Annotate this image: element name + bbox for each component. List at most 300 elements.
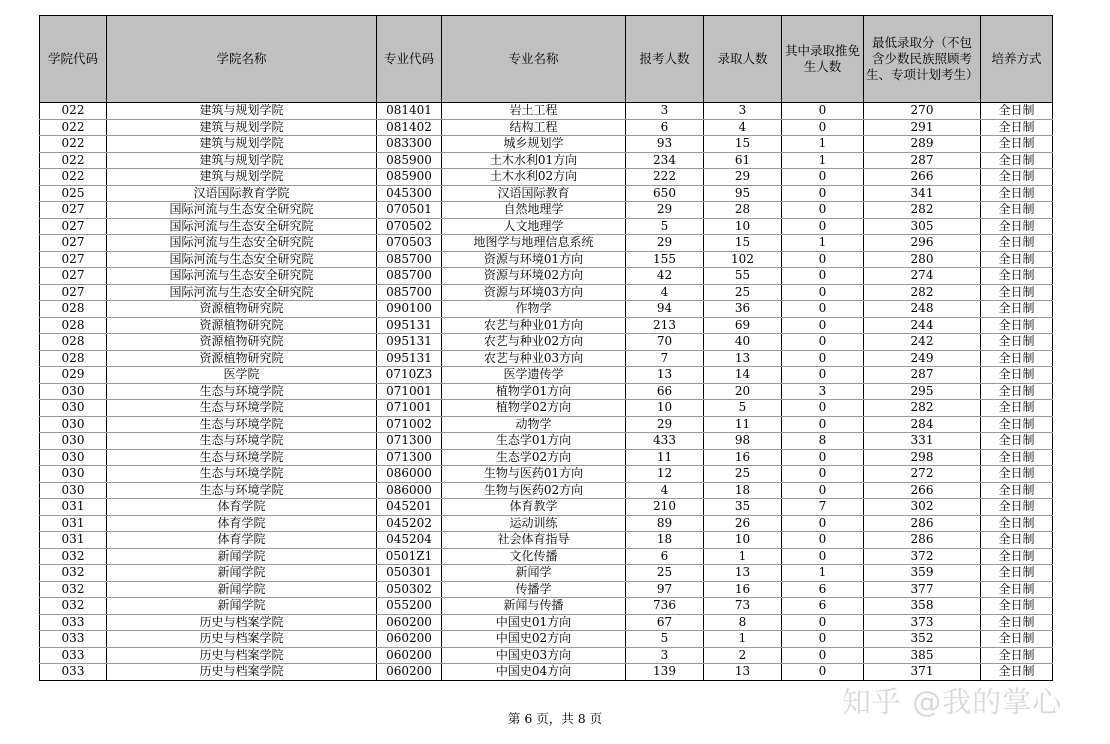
table-row xyxy=(40,581,1053,598)
cell-min-score: 272 xyxy=(864,466,981,483)
cell-major-name: 农艺与种业01方向 xyxy=(442,317,626,334)
cell-college-code: 030 xyxy=(40,482,107,499)
cell-recommended: 0 xyxy=(782,218,864,235)
cell-recommended: 0 xyxy=(782,103,864,120)
table-row xyxy=(40,565,1053,582)
cell-min-score: 270 xyxy=(864,103,981,120)
cell-admitted: 25 xyxy=(704,466,782,483)
table-row xyxy=(40,119,1053,136)
cell-major-name: 汉语国际教育 xyxy=(442,185,626,202)
cell-college-name: 国际河流与生态安全研究院 xyxy=(107,251,377,268)
cell-college-name: 新闻学院 xyxy=(107,581,377,598)
table-row xyxy=(40,449,1053,466)
table-row xyxy=(40,433,1053,450)
cell-study-mode: 全日制 xyxy=(981,317,1053,334)
cell-college-name: 生态与环境学院 xyxy=(107,416,377,433)
table-body xyxy=(40,103,1053,681)
cell-college-name: 体育学院 xyxy=(107,515,377,532)
cell-college-name: 汉语国际教育学院 xyxy=(107,185,377,202)
cell-major-code: 070501 xyxy=(377,202,442,219)
cell-major-name: 生物与医药02方向 xyxy=(442,482,626,499)
cell-major-name: 新闻学 xyxy=(442,565,626,582)
cell-study-mode: 全日制 xyxy=(981,136,1053,153)
cell-admitted: 13 xyxy=(704,664,782,681)
cell-recommended: 0 xyxy=(782,119,864,136)
cell-major-code: 071300 xyxy=(377,449,442,466)
cell-min-score: 289 xyxy=(864,136,981,153)
cell-applicants: 7 xyxy=(626,350,704,367)
cell-min-score: 244 xyxy=(864,317,981,334)
cell-college-name: 建筑与规划学院 xyxy=(107,119,377,136)
cell-admitted: 98 xyxy=(704,433,782,450)
cell-major-name: 农艺与种业03方向 xyxy=(442,350,626,367)
table-row xyxy=(40,334,1053,351)
cell-min-score: 295 xyxy=(864,383,981,400)
cell-college-name: 建筑与规划学院 xyxy=(107,136,377,153)
cell-recommended: 7 xyxy=(782,499,864,516)
cell-major-code: 085700 xyxy=(377,251,442,268)
cell-college-code: 031 xyxy=(40,499,107,516)
cell-college-name: 生态与环境学院 xyxy=(107,433,377,450)
cell-study-mode: 全日制 xyxy=(981,218,1053,235)
cell-admitted: 11 xyxy=(704,416,782,433)
table-row xyxy=(40,152,1053,169)
cell-major-name: 自然地理学 xyxy=(442,202,626,219)
cell-admitted: 1 xyxy=(704,631,782,648)
cell-college-name: 新闻学院 xyxy=(107,565,377,582)
cell-recommended: 0 xyxy=(782,449,864,466)
cell-study-mode: 全日制 xyxy=(981,152,1053,169)
cell-college-name: 历史与档案学院 xyxy=(107,647,377,664)
cell-major-code: 085900 xyxy=(377,169,442,186)
cell-study-mode: 全日制 xyxy=(981,251,1053,268)
cell-college-code: 027 xyxy=(40,235,107,252)
cell-study-mode: 全日制 xyxy=(981,466,1053,483)
cell-study-mode: 全日制 xyxy=(981,631,1053,648)
cell-recommended: 0 xyxy=(782,301,864,318)
cell-recommended: 0 xyxy=(782,268,864,285)
cell-min-score: 373 xyxy=(864,614,981,631)
cell-college-code: 022 xyxy=(40,169,107,186)
cell-min-score: 352 xyxy=(864,631,981,648)
cell-admitted: 3 xyxy=(704,103,782,120)
table-row xyxy=(40,367,1053,384)
cell-min-score: 266 xyxy=(864,169,981,186)
cell-applicants: 736 xyxy=(626,598,704,615)
cell-study-mode: 全日制 xyxy=(981,515,1053,532)
cell-admitted: 73 xyxy=(704,598,782,615)
cell-major-code: 086000 xyxy=(377,482,442,499)
cell-college-code: 031 xyxy=(40,515,107,532)
cell-recommended: 0 xyxy=(782,664,864,681)
cell-study-mode: 全日制 xyxy=(981,202,1053,219)
cell-major-name: 资源与环境02方向 xyxy=(442,268,626,285)
cell-college-code: 028 xyxy=(40,334,107,351)
cell-study-mode: 全日制 xyxy=(981,614,1053,631)
cell-study-mode: 全日制 xyxy=(981,169,1053,186)
header-college-name: 学院名称 xyxy=(107,16,377,103)
cell-applicants: 97 xyxy=(626,581,704,598)
cell-college-name: 国际河流与生态安全研究院 xyxy=(107,284,377,301)
cell-recommended: 0 xyxy=(782,482,864,499)
cell-major-code: 085700 xyxy=(377,284,442,301)
cell-admitted: 10 xyxy=(704,218,782,235)
cell-min-score: 377 xyxy=(864,581,981,598)
cell-admitted: 14 xyxy=(704,367,782,384)
cell-major-code: 045204 xyxy=(377,532,442,549)
cell-major-code: 045202 xyxy=(377,515,442,532)
table-row xyxy=(40,614,1053,631)
cell-college-name: 生态与环境学院 xyxy=(107,449,377,466)
table-row xyxy=(40,664,1053,681)
cell-major-name: 生态学02方向 xyxy=(442,449,626,466)
cell-admitted: 26 xyxy=(704,515,782,532)
table-row xyxy=(40,416,1053,433)
cell-recommended: 0 xyxy=(782,251,864,268)
cell-applicants: 650 xyxy=(626,185,704,202)
cell-recommended: 1 xyxy=(782,136,864,153)
cell-study-mode: 全日制 xyxy=(981,301,1053,318)
cell-min-score: 282 xyxy=(864,202,981,219)
cell-applicants: 4 xyxy=(626,482,704,499)
cell-recommended: 0 xyxy=(782,416,864,433)
cell-admitted: 10 xyxy=(704,532,782,549)
cell-study-mode: 全日制 xyxy=(981,383,1053,400)
cell-recommended: 0 xyxy=(782,548,864,565)
cell-admitted: 40 xyxy=(704,334,782,351)
cell-applicants: 6 xyxy=(626,548,704,565)
table-row xyxy=(40,268,1053,285)
cell-study-mode: 全日制 xyxy=(981,334,1053,351)
cell-applicants: 93 xyxy=(626,136,704,153)
table-row xyxy=(40,400,1053,417)
cell-applicants: 13 xyxy=(626,367,704,384)
cell-applicants: 42 xyxy=(626,268,704,285)
cell-recommended: 0 xyxy=(782,284,864,301)
table-row xyxy=(40,383,1053,400)
cell-min-score: 305 xyxy=(864,218,981,235)
cell-min-score: 248 xyxy=(864,301,981,318)
header-major-code: 专业代码 xyxy=(377,16,442,103)
cell-college-code: 028 xyxy=(40,317,107,334)
cell-applicants: 5 xyxy=(626,631,704,648)
cell-recommended: 0 xyxy=(782,515,864,532)
cell-college-code: 031 xyxy=(40,532,107,549)
cell-major-code: 090100 xyxy=(377,301,442,318)
cell-study-mode: 全日制 xyxy=(981,235,1053,252)
cell-college-code: 032 xyxy=(40,581,107,598)
cell-college-code: 028 xyxy=(40,301,107,318)
cell-study-mode: 全日制 xyxy=(981,268,1053,285)
cell-applicants: 155 xyxy=(626,251,704,268)
cell-college-name: 体育学院 xyxy=(107,499,377,516)
header-college-code: 学院代码 xyxy=(40,16,107,103)
cell-major-code: 060200 xyxy=(377,631,442,648)
cell-applicants: 210 xyxy=(626,499,704,516)
cell-college-code: 030 xyxy=(40,383,107,400)
cell-recommended: 3 xyxy=(782,383,864,400)
cell-applicants: 139 xyxy=(626,664,704,681)
cell-college-code: 027 xyxy=(40,202,107,219)
cell-major-name: 农艺与种业02方向 xyxy=(442,334,626,351)
cell-college-code: 030 xyxy=(40,433,107,450)
table-row xyxy=(40,103,1053,120)
cell-admitted: 102 xyxy=(704,251,782,268)
cell-study-mode: 全日制 xyxy=(981,350,1053,367)
table-row xyxy=(40,515,1053,532)
table-row xyxy=(40,136,1053,153)
cell-study-mode: 全日制 xyxy=(981,400,1053,417)
cell-admitted: 29 xyxy=(704,169,782,186)
cell-major-name: 新闻与传播 xyxy=(442,598,626,615)
cell-major-code: 045201 xyxy=(377,499,442,516)
cell-study-mode: 全日制 xyxy=(981,185,1053,202)
cell-major-code: 071001 xyxy=(377,400,442,417)
cell-applicants: 11 xyxy=(626,449,704,466)
cell-major-name: 中国史03方向 xyxy=(442,647,626,664)
cell-major-code: 083300 xyxy=(377,136,442,153)
cell-study-mode: 全日制 xyxy=(981,449,1053,466)
cell-recommended: 0 xyxy=(782,532,864,549)
cell-major-name: 动物学 xyxy=(442,416,626,433)
cell-major-code: 070502 xyxy=(377,218,442,235)
cell-study-mode: 全日制 xyxy=(981,103,1053,120)
table-row xyxy=(40,284,1053,301)
cell-recommended: 0 xyxy=(782,614,864,631)
cell-admitted: 15 xyxy=(704,235,782,252)
cell-applicants: 6 xyxy=(626,119,704,136)
cell-study-mode: 全日制 xyxy=(981,119,1053,136)
cell-college-name: 历史与档案学院 xyxy=(107,631,377,648)
cell-min-score: 287 xyxy=(864,367,981,384)
header-min-score: 最低录取分（不包含少数民族照顾考生、专项计划考生） xyxy=(864,16,981,103)
cell-college-code: 033 xyxy=(40,664,107,681)
cell-college-name: 资源植物研究院 xyxy=(107,317,377,334)
cell-study-mode: 全日制 xyxy=(981,482,1053,499)
header-study-mode: 培养方式 xyxy=(981,16,1053,103)
cell-admitted: 4 xyxy=(704,119,782,136)
cell-college-name: 历史与档案学院 xyxy=(107,614,377,631)
cell-major-code: 071002 xyxy=(377,416,442,433)
cell-study-mode: 全日制 xyxy=(981,598,1053,615)
page-footer: 第 6 页，共 8 页 xyxy=(507,711,603,726)
cell-admitted: 1 xyxy=(704,548,782,565)
cell-recommended: 0 xyxy=(782,400,864,417)
cell-major-code: 095131 xyxy=(377,317,442,334)
table-row xyxy=(40,185,1053,202)
cell-college-code: 030 xyxy=(40,466,107,483)
cell-major-name: 作物学 xyxy=(442,301,626,318)
cell-major-name: 社会体育指导 xyxy=(442,532,626,549)
cell-min-score: 282 xyxy=(864,400,981,417)
cell-major-name: 资源与环境01方向 xyxy=(442,251,626,268)
cell-college-code: 022 xyxy=(40,119,107,136)
header-admitted: 录取人数 xyxy=(704,16,782,103)
cell-study-mode: 全日制 xyxy=(981,433,1053,450)
cell-major-code: 071300 xyxy=(377,433,442,450)
cell-college-code: 022 xyxy=(40,103,107,120)
cell-min-score: 274 xyxy=(864,268,981,285)
cell-min-score: 341 xyxy=(864,185,981,202)
cell-college-code: 033 xyxy=(40,647,107,664)
cell-recommended: 0 xyxy=(782,631,864,648)
header-applicants: 报考人数 xyxy=(626,16,704,103)
cell-min-score: 286 xyxy=(864,532,981,549)
cell-major-code: 045300 xyxy=(377,185,442,202)
cell-major-code: 060200 xyxy=(377,614,442,631)
cell-major-name: 中国史01方向 xyxy=(442,614,626,631)
cell-major-code: 055200 xyxy=(377,598,442,615)
cell-major-name: 城乡规划学 xyxy=(442,136,626,153)
cell-major-code: 085700 xyxy=(377,268,442,285)
cell-recommended: 0 xyxy=(782,350,864,367)
cell-major-name: 结构工程 xyxy=(442,119,626,136)
table-row xyxy=(40,647,1053,664)
cell-applicants: 29 xyxy=(626,202,704,219)
cell-admitted: 25 xyxy=(704,284,782,301)
cell-major-code: 095131 xyxy=(377,334,442,351)
cell-admitted: 5 xyxy=(704,400,782,417)
cell-admitted: 18 xyxy=(704,482,782,499)
cell-study-mode: 全日制 xyxy=(981,565,1053,582)
cell-min-score: 385 xyxy=(864,647,981,664)
cell-college-code: 027 xyxy=(40,218,107,235)
cell-admitted: 55 xyxy=(704,268,782,285)
cell-major-name: 生物与医药01方向 xyxy=(442,466,626,483)
cell-major-name: 体育教学 xyxy=(442,499,626,516)
cell-study-mode: 全日制 xyxy=(981,647,1053,664)
cell-college-name: 新闻学院 xyxy=(107,548,377,565)
cell-min-score: 358 xyxy=(864,598,981,615)
cell-college-name: 体育学院 xyxy=(107,532,377,549)
table-row xyxy=(40,350,1053,367)
table-header-row xyxy=(40,16,1053,103)
cell-recommended: 6 xyxy=(782,598,864,615)
cell-college-code: 025 xyxy=(40,185,107,202)
cell-admitted: 16 xyxy=(704,581,782,598)
cell-college-code: 030 xyxy=(40,449,107,466)
cell-min-score: 280 xyxy=(864,251,981,268)
cell-applicants: 89 xyxy=(626,515,704,532)
cell-major-name: 医学遗传学 xyxy=(442,367,626,384)
cell-study-mode: 全日制 xyxy=(981,664,1053,681)
cell-recommended: 0 xyxy=(782,185,864,202)
cell-college-name: 建筑与规划学院 xyxy=(107,152,377,169)
table-row xyxy=(40,317,1053,334)
cell-recommended: 0 xyxy=(782,334,864,351)
cell-college-name: 生态与环境学院 xyxy=(107,400,377,417)
cell-min-score: 249 xyxy=(864,350,981,367)
cell-college-name: 国际河流与生态安全研究院 xyxy=(107,268,377,285)
cell-college-name: 资源植物研究院 xyxy=(107,334,377,351)
cell-college-code: 027 xyxy=(40,284,107,301)
cell-study-mode: 全日制 xyxy=(981,548,1053,565)
cell-major-code: 050302 xyxy=(377,581,442,598)
cell-min-score: 266 xyxy=(864,482,981,499)
cell-min-score: 296 xyxy=(864,235,981,252)
cell-major-code: 0710Z3 xyxy=(377,367,442,384)
cell-applicants: 66 xyxy=(626,383,704,400)
cell-college-code: 033 xyxy=(40,631,107,648)
cell-major-name: 中国史02方向 xyxy=(442,631,626,648)
cell-admitted: 28 xyxy=(704,202,782,219)
watermark: 知乎 @我的掌心 xyxy=(842,685,1063,719)
cell-college-code: 028 xyxy=(40,350,107,367)
table-row xyxy=(40,482,1053,499)
cell-college-name: 国际河流与生态安全研究院 xyxy=(107,202,377,219)
cell-major-name: 地图学与地理信息系统 xyxy=(442,235,626,252)
cell-major-name: 人文地理学 xyxy=(442,218,626,235)
cell-major-name: 中国史04方向 xyxy=(442,664,626,681)
cell-admitted: 69 xyxy=(704,317,782,334)
cell-major-name: 传播学 xyxy=(442,581,626,598)
cell-admitted: 95 xyxy=(704,185,782,202)
cell-college-code: 027 xyxy=(40,268,107,285)
cell-major-code: 050301 xyxy=(377,565,442,582)
cell-college-code: 030 xyxy=(40,416,107,433)
cell-recommended: 0 xyxy=(782,367,864,384)
cell-major-name: 岩土工程 xyxy=(442,103,626,120)
cell-admitted: 36 xyxy=(704,301,782,318)
cell-study-mode: 全日制 xyxy=(981,499,1053,516)
cell-major-code: 071001 xyxy=(377,383,442,400)
cell-min-score: 284 xyxy=(864,416,981,433)
cell-college-code: 033 xyxy=(40,614,107,631)
cell-college-name: 生态与环境学院 xyxy=(107,482,377,499)
cell-recommended: 6 xyxy=(782,581,864,598)
cell-college-code: 022 xyxy=(40,136,107,153)
cell-college-name: 医学院 xyxy=(107,367,377,384)
cell-recommended: 0 xyxy=(782,317,864,334)
cell-major-code: 0501Z1 xyxy=(377,548,442,565)
cell-study-mode: 全日制 xyxy=(981,581,1053,598)
cell-major-code: 086000 xyxy=(377,466,442,483)
cell-college-name: 生态与环境学院 xyxy=(107,466,377,483)
cell-applicants: 29 xyxy=(626,235,704,252)
table-row xyxy=(40,499,1053,516)
cell-major-code: 070503 xyxy=(377,235,442,252)
cell-applicants: 234 xyxy=(626,152,704,169)
table-row xyxy=(40,202,1053,219)
table-row xyxy=(40,466,1053,483)
cell-applicants: 70 xyxy=(626,334,704,351)
cell-applicants: 10 xyxy=(626,400,704,417)
cell-recommended: 8 xyxy=(782,433,864,450)
cell-college-name: 国际河流与生态安全研究院 xyxy=(107,235,377,252)
cell-major-name: 植物学01方向 xyxy=(442,383,626,400)
cell-min-score: 282 xyxy=(864,284,981,301)
cell-major-code: 081402 xyxy=(377,119,442,136)
cell-admitted: 20 xyxy=(704,383,782,400)
table-row xyxy=(40,548,1053,565)
header-major-name: 专业名称 xyxy=(442,16,626,103)
cell-recommended: 1 xyxy=(782,565,864,582)
cell-major-code: 095131 xyxy=(377,350,442,367)
cell-recommended: 0 xyxy=(782,169,864,186)
cell-applicants: 4 xyxy=(626,284,704,301)
cell-admitted: 61 xyxy=(704,152,782,169)
cell-major-name: 资源与环境03方向 xyxy=(442,284,626,301)
cell-min-score: 287 xyxy=(864,152,981,169)
cell-applicants: 25 xyxy=(626,565,704,582)
cell-applicants: 3 xyxy=(626,103,704,120)
admissions-table-container xyxy=(39,15,1052,681)
cell-college-code: 030 xyxy=(40,400,107,417)
cell-college-code: 032 xyxy=(40,598,107,615)
cell-admitted: 13 xyxy=(704,350,782,367)
cell-min-score: 286 xyxy=(864,515,981,532)
cell-applicants: 94 xyxy=(626,301,704,318)
